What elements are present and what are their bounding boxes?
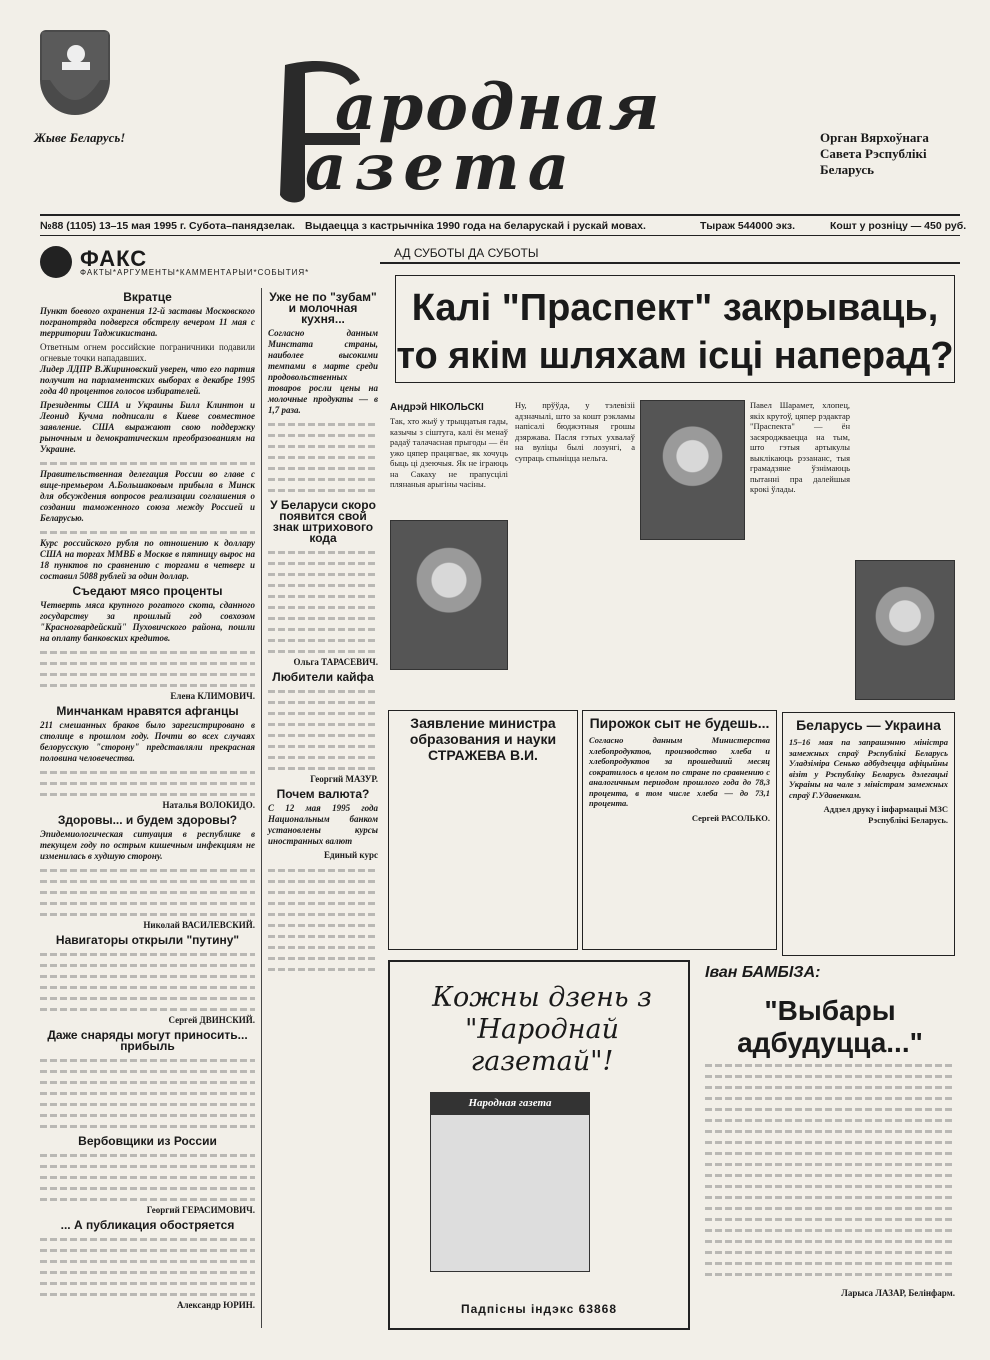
organ-label: Орган Вярхоўнага Савета Рэспублікі Беларусь	[820, 130, 929, 177]
author-signature: Георгий ГЕРАСИМОВИЧ.	[146, 1205, 255, 1215]
issue-info: №88 (1105) 13–15 мая 1995 г. Субота–панядзелак.	[40, 220, 295, 232]
interview-author: Іван БАМБІЗА:	[705, 964, 821, 981]
article-heading: Пирожок сыт не будешь...	[589, 715, 770, 731]
promo-title: Кожны дзень з "Народнай газетай"!	[432, 982, 652, 1077]
logo-line-1: ародная	[335, 70, 662, 145]
headline-line-1: Калі "Праспект" закрываць,	[411, 287, 939, 329]
article-author: Андрэй НІКОЛЬСКІ	[390, 402, 484, 413]
vkratce-heading: Вкратце	[123, 290, 172, 304]
news-item-lead: Лидер ЛДПР В.Жириновский уверен, что его партия получит на парламентских выборах в декабре 1995 года 40 процентов голосов избирателей.	[40, 364, 255, 396]
article-heading: Уже не по "зубам" и молочная кухня...	[269, 290, 377, 326]
article-text: Ну, прўўда, у тэлевізіі адзначылі, што за кошт рэкламы напісалі бюджэтныя грошы дзяржава. Пасля гэтых ухвалаў на вуліцы былі лозунгі, а супраць спыніцца нельга.	[515, 400, 635, 463]
article-lead: Эпидемиологическая ситуация в республике в текущем году по острым кишечным инфекциям не изменилась в худшую сторону.	[40, 829, 255, 861]
author-signature: Александр ЮРИН.	[177, 1300, 255, 1310]
news-column-mid	[268, 288, 378, 1328]
subscription-index: Падпісны індэкс 63868	[460, 1302, 618, 1316]
news-column-left	[40, 288, 262, 1328]
portrait-photo	[390, 520, 508, 670]
author-signature: Ольга ТАРАСЕВИЧ.	[293, 657, 378, 667]
logo-line-2: азета	[305, 130, 578, 205]
news-item-lead: Пункт боевого охранения 12-й заставы Московского погранотряда подвергся обстрелу вечером 11 мая с территории Таджикистана.	[40, 306, 255, 338]
news-item-lead: Правительственная делегация России во главе с вице-премьером А.Большаковым прибыла в Минск для обсуждения вопросов реализации соглашения о создании таможенного союза между Россией и Беларусью.	[40, 469, 255, 523]
motto: Жыве Беларусь!	[34, 130, 126, 145]
newspaper-mockup	[430, 1092, 590, 1272]
main-headline-box	[395, 275, 955, 383]
unit-label: Единый курс	[324, 850, 378, 860]
pirozhok-box	[582, 710, 777, 950]
price-info: Кошт у розніцу — 450 руб.	[830, 220, 967, 232]
article-lead: 15–16 мая па запрашэнню міністра замежных спраў Рэспублікі Беларусь Уладзіміра Сенько адбудзецца афіцыйны візіт у Рэспубліку Беларусь дэлегацыі Украіны на чале з міністрам замежных спраў Г.Удавенкам.	[789, 737, 948, 800]
fax-title: ФАКС	[80, 246, 148, 271]
portrait-photo	[640, 400, 745, 540]
coat-of-arms-icon	[40, 30, 110, 115]
article-heading: Беларусь — Украина	[796, 717, 941, 733]
author-signature: Сергей РАСОЛЬКО.	[691, 812, 770, 823]
belarus-ukraine-box	[782, 712, 955, 956]
article-text: Павел Шарамет, хлопец, якіх крутоў, цяпер рэдактар "Праспекта" — ён засяроджваецца на тым, што гэтыя артыкулы выклікаюць рэзананс, тыя грамадзяне ўзнімаюць пытанні пра далейшыя крокі ўлады.	[750, 400, 850, 494]
subscription-promo	[388, 960, 690, 1330]
article-lead: 211 смешанных браков было зарегистрировано в столице в прошлом году. Почти во всех случаях белорусскую "сторону" представляли прекрасная половина человечества.	[40, 720, 255, 763]
circulation-info: Тыраж 544000 экз.	[700, 220, 796, 232]
news-item-lead: Президенты США и Украины Билл Клинтон и Леонид Кучма подписали в Киеве совместное заявление. США выражают свою поддержку рыночным и демократическим преобразованиям на Украине.	[40, 400, 255, 454]
article-heading: Вербовщики из России	[78, 1134, 217, 1148]
fax-subtitle: ФАКТЫ*АРГУМЕНТЫ*КАММЕНТАРЫИ*СОБЫТИЯ*	[80, 268, 310, 277]
article-heading: ... А публикация обостряется	[60, 1218, 235, 1232]
author-signature: Аддзел друку і інфармацыі МЗС Рэспублікі Беларусь.	[823, 804, 948, 825]
author-signature: Николай ВАСИЛЕВСКИЙ.	[143, 920, 255, 930]
published-info: Выдаецца з кастрычніка 1990 года на беларускай і рускай мовах.	[305, 220, 646, 232]
author-signature: Наталья ВОЛОКИДО.	[162, 800, 255, 810]
article-heading: Минчанкам нравятся афганцы	[56, 704, 239, 718]
fax-disk-icon	[40, 246, 72, 278]
mockup-title: Народная газета	[431, 1093, 589, 1115]
author-signature: Елена КЛИМОВИЧ.	[170, 691, 255, 701]
strazhev-statement-box	[388, 710, 578, 950]
news-item-text: Ответным огнем российские пограничники подавили огневые точки нападавших.	[40, 342, 255, 363]
article-heading: Почем валюта?	[276, 787, 370, 801]
article-heading: У Беларуси скоро появится свой знак штрихового кода	[270, 498, 376, 545]
section-rubric: АД СУБОТЫ ДА СУБОТЫ	[380, 246, 960, 264]
fax-rubric	[40, 244, 365, 284]
article-text: Так, хто жыў у трыццатыя гады, казычы з сіштуга, калі ён менаў радаў талачасная прыгоды — ён ужо цяпер працягвае, як хочуць быць ці дзеючыя. Як не іграюць на Сакаху не прапусцілі плянаныя арыгіны часіны.	[390, 416, 508, 489]
news-item-lead: Курс российского рубля по отношению к доллару США на торгах ММВБ в Москве в пятницу вырос на 18 пунктов по сравнению с торгами в четверг и составил 5088 рублей за один доллар.	[40, 538, 255, 581]
article-heading: Здоровы... и будем здоровы?	[57, 813, 238, 827]
article-lead: Согласно данным Минстата страны, наиболее высокими темпами в марте среди продовольственных товаров росли цены на молочные продукты — в 1,7 раза.	[268, 328, 378, 415]
author-signature: Ларыса ЛАЗАР, Белінфарм.	[841, 1288, 955, 1298]
author-signature: Георгий МАЗУР.	[310, 774, 378, 784]
article-lead: Четверть мяса крупного рогатого скота, сданного государству за прошлый год совхозом "Красногвардейский" Пуховичского района, пошли на оплату банковских кредитов.	[40, 600, 255, 643]
interview-title: "Выбары адбудуцца..."	[737, 995, 923, 1058]
masthead	[30, 20, 960, 210]
newspaper-logo	[245, 55, 805, 205]
portrait-photo	[855, 560, 955, 700]
headline-line-2: то якім шляхам ісці наперад?	[396, 335, 954, 377]
article-heading: Съедают мясо проценты	[72, 584, 223, 598]
article-heading: Заявление министра образования и науки СТРАЖЕВА В.И.	[409, 715, 557, 763]
article-heading: Любители кайфа	[272, 670, 374, 684]
main-headline	[396, 276, 954, 380]
info-bar	[40, 214, 967, 236]
article-heading: Даже снаряды могут приносить... прибыль	[47, 1028, 248, 1053]
article-heading: Навигаторы открыли "путину"	[55, 933, 240, 947]
article-lead: Согласно данным Министерства хлебопродуктов, производство хлеба и хлебопродуктов за прошедший месяц сократилось в целом по стране по сравнению с аналогичным периодом прошлого года до 78,3 процента, в том числе хлеба — до 73,1 процента.	[589, 735, 770, 808]
author-signature: Сергей ДВИНСКИЙ.	[168, 1015, 255, 1025]
article-lead: С 12 мая 1995 года Национальным банком установлены курсы иностранных валют	[268, 803, 378, 846]
interview-text	[705, 1060, 955, 1330]
